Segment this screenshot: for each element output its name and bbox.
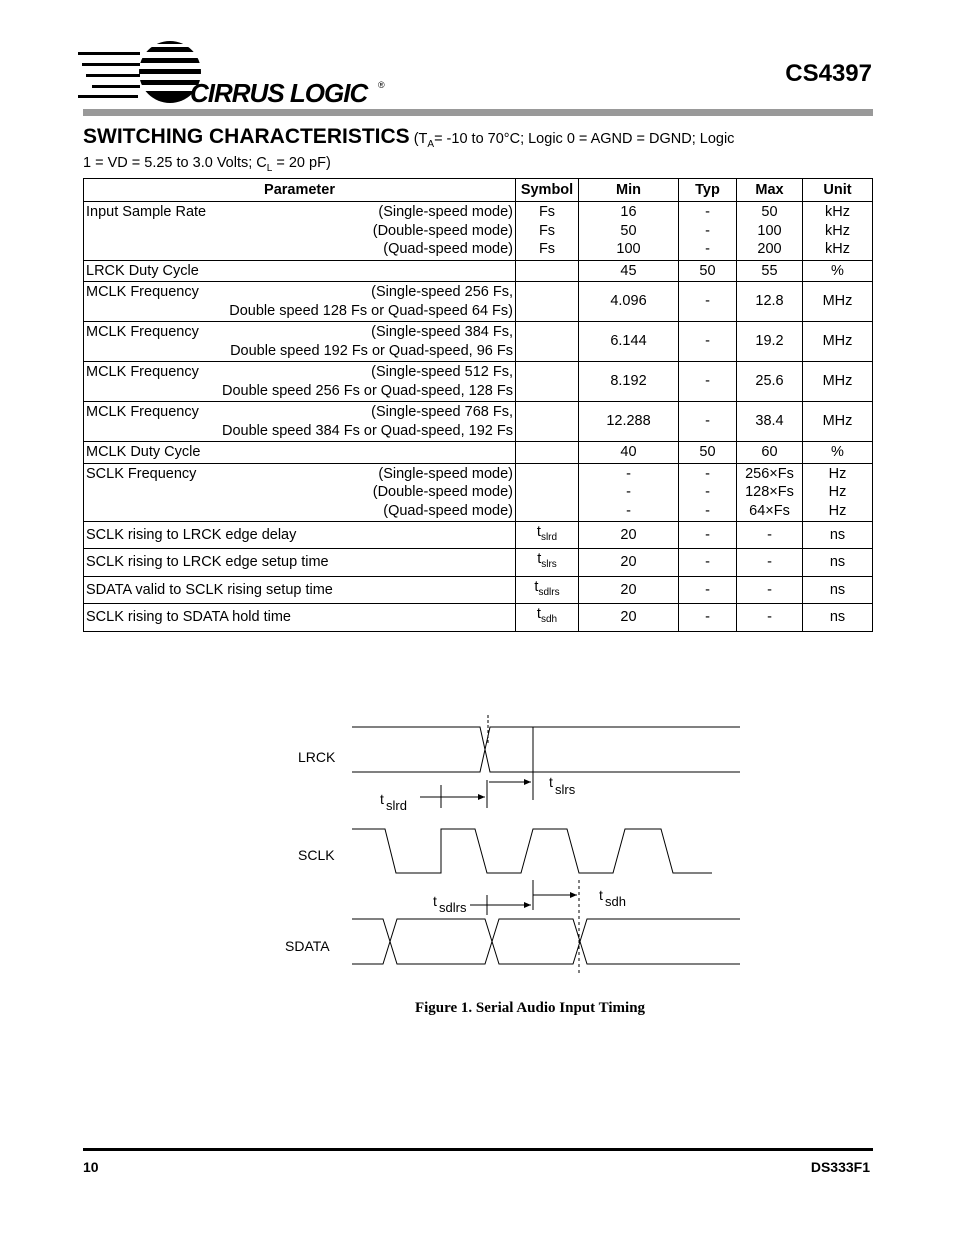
symbol-cell: $t_{slrd}$ [516, 522, 579, 549]
parameter-cell: MCLK Frequency (Single-speed 512 Fs, Double speed 256 Fs or Quad-speed, 128 Fs [84, 362, 516, 402]
min-cell: 20 [579, 549, 679, 576]
svg-text:t: t [433, 893, 437, 909]
unit-cell: MHz [803, 282, 873, 322]
figure-caption: Figure 1. Serial Audio Input Timing [414, 1000, 646, 1016]
parameter-cell: MCLK Duty Cycle [84, 442, 516, 464]
typ-cell: - [679, 522, 737, 549]
table-row [84, 463, 873, 522]
table-row [84, 260, 873, 282]
table-row [84, 362, 873, 402]
typ-cell: - [679, 549, 737, 576]
min-cell: - - - [579, 463, 679, 522]
max-cell: 38.4 [737, 402, 803, 442]
typ-cell: - - - [679, 463, 737, 522]
svg-text:t: t [599, 887, 603, 903]
symbol-cell [516, 442, 579, 464]
sdata-label: SDATA [285, 938, 330, 954]
parameter-cell: MCLK Frequency (Single-speed 256 Fs, Double speed 128 Fs or Quad-speed 64 Fs) [84, 282, 516, 322]
unit-cell: MHz [803, 322, 873, 362]
min-cell: 20 [579, 522, 679, 549]
document-id: DS333F1 [810, 1159, 870, 1175]
symbol-cell [516, 463, 579, 522]
parameter-cell: MCLK Frequency (Single-speed 768 Fs, Double speed 384 Fs or Quad-speed, 192 Fs [84, 402, 516, 442]
typ-cell: - [679, 576, 737, 603]
table-row [84, 402, 873, 442]
lrck-waveform [352, 715, 740, 800]
max-cell: 55 [737, 260, 803, 282]
max-cell: - [737, 604, 803, 631]
typ-cell: - - - [679, 202, 737, 261]
max-cell: 50 100 200 [737, 202, 803, 261]
part-number: CS4397 [785, 60, 872, 87]
min-cell: 6.144 [579, 322, 679, 362]
parameter-cell: SCLK Frequency (Single-speed mode) (Double-speed mode) (Quad-speed mode) [84, 463, 516, 522]
min-cell: 20 [579, 576, 679, 603]
typ-cell: - [679, 362, 737, 402]
tsdlrs-label: sdlrs [439, 900, 467, 915]
table-row [84, 282, 873, 322]
sdata-waveform [352, 880, 740, 975]
min-cell: 8.192 [579, 362, 679, 402]
max-cell: 25.6 [737, 362, 803, 402]
cirrus-logic-logo [78, 36, 408, 108]
unit-cell: % [803, 442, 873, 464]
typ-cell: 50 [679, 442, 737, 464]
table-header-row [84, 179, 873, 202]
max-cell: - [737, 522, 803, 549]
unit-cell: MHz [803, 402, 873, 442]
page-number: 10 [83, 1159, 99, 1175]
header-rule [83, 109, 873, 116]
table-row [84, 522, 873, 549]
min-cell: 40 [579, 442, 679, 464]
column-header: Max [737, 179, 803, 202]
typ-cell: - [679, 402, 737, 442]
section-heading: SWITCHING CHARACTERISTICS ($T_A= -10$ to 70°C; Logic 0 = AGND = DGND; Logic 1 = VD = 5.25 to 3.0 Volts; $C_L = 20$ pF) [83, 125, 735, 174]
symbol-cell [516, 402, 579, 442]
unit-cell: kHz kHz kHz [803, 202, 873, 261]
table-row [84, 322, 873, 362]
unit-cell: ns [803, 549, 873, 576]
svg-text:t: t [380, 791, 384, 807]
typ-cell: - [679, 322, 737, 362]
min-cell: 4.096 [579, 282, 679, 322]
column-header: Symbol [516, 179, 579, 202]
unit-cell: MHz [803, 362, 873, 402]
symbol-cell: $t_{sdh}$ [516, 604, 579, 631]
max-cell: 12.8 [737, 282, 803, 322]
switching-characteristics-table [83, 178, 873, 632]
table-row [84, 549, 873, 576]
footer-rule [83, 1148, 873, 1151]
max-cell: 19.2 [737, 322, 803, 362]
column-header: Min [579, 179, 679, 202]
min-cell: 20 [579, 604, 679, 631]
parameter-cell: MCLK Frequency (Single-speed 384 Fs, Double speed 192 Fs or Quad-speed, 96 Fs [84, 322, 516, 362]
max-cell: 256×Fs 128×Fs 64×Fs [737, 463, 803, 522]
min-cell: 12.288 [579, 402, 679, 442]
logo-wordmark: CIRRUS LOGIC [190, 78, 368, 108]
symbol-cell: Fs Fs Fs [516, 202, 579, 261]
sclk-waveform [352, 829, 712, 873]
column-header: Unit [803, 179, 873, 202]
tslrs-label: slrs [555, 782, 576, 797]
parameter-cell: SCLK rising to SDATA hold time [84, 604, 516, 631]
symbol-cell [516, 362, 579, 402]
svg-text:t: t [549, 774, 553, 790]
column-header: Typ [679, 179, 737, 202]
serial-audio-timing-diagram [270, 715, 760, 980]
column-header: Parameter [84, 179, 516, 202]
table-row [84, 576, 873, 603]
unit-cell: Hz Hz Hz [803, 463, 873, 522]
max-cell: - [737, 576, 803, 603]
unit-cell: ns [803, 576, 873, 603]
unit-cell: ns [803, 522, 873, 549]
table-row [84, 202, 873, 261]
typ-cell: - [679, 282, 737, 322]
lrck-label: LRCK [298, 749, 336, 765]
min-cell: 45 [579, 260, 679, 282]
parameter-cell: SCLK rising to LRCK edge delay [84, 522, 516, 549]
unit-cell: % [803, 260, 873, 282]
symbol-cell [516, 322, 579, 362]
symbol-cell: $t_{slrs}$ [516, 549, 579, 576]
logo-swoosh-icon [78, 41, 208, 103]
table-row [84, 604, 873, 631]
section-title: SWITCHING CHARACTERISTICS [83, 125, 410, 148]
parameter-cell: Input Sample Rate (Single-speed mode) (Double-speed mode) (Quad-speed mode) [84, 202, 516, 261]
typ-cell: 50 [679, 260, 737, 282]
symbol-cell [516, 260, 579, 282]
sclk-label: SCLK [298, 847, 335, 863]
max-cell: 60 [737, 442, 803, 464]
tsdh-label: sdh [605, 894, 626, 909]
table-row [84, 442, 873, 464]
symbol-cell [516, 282, 579, 322]
svg-text:®: ® [378, 80, 385, 90]
max-cell: - [737, 549, 803, 576]
unit-cell: ns [803, 604, 873, 631]
symbol-cell: $t_{sdlrs}$ [516, 576, 579, 603]
tslrd-label: slrd [386, 798, 407, 813]
parameter-cell: SDATA valid to SCLK rising setup time [84, 576, 516, 603]
min-cell: 16 50 100 [579, 202, 679, 261]
typ-cell: - [679, 604, 737, 631]
parameter-cell: LRCK Duty Cycle [84, 260, 516, 282]
parameter-cell: SCLK rising to LRCK edge setup time [84, 549, 516, 576]
